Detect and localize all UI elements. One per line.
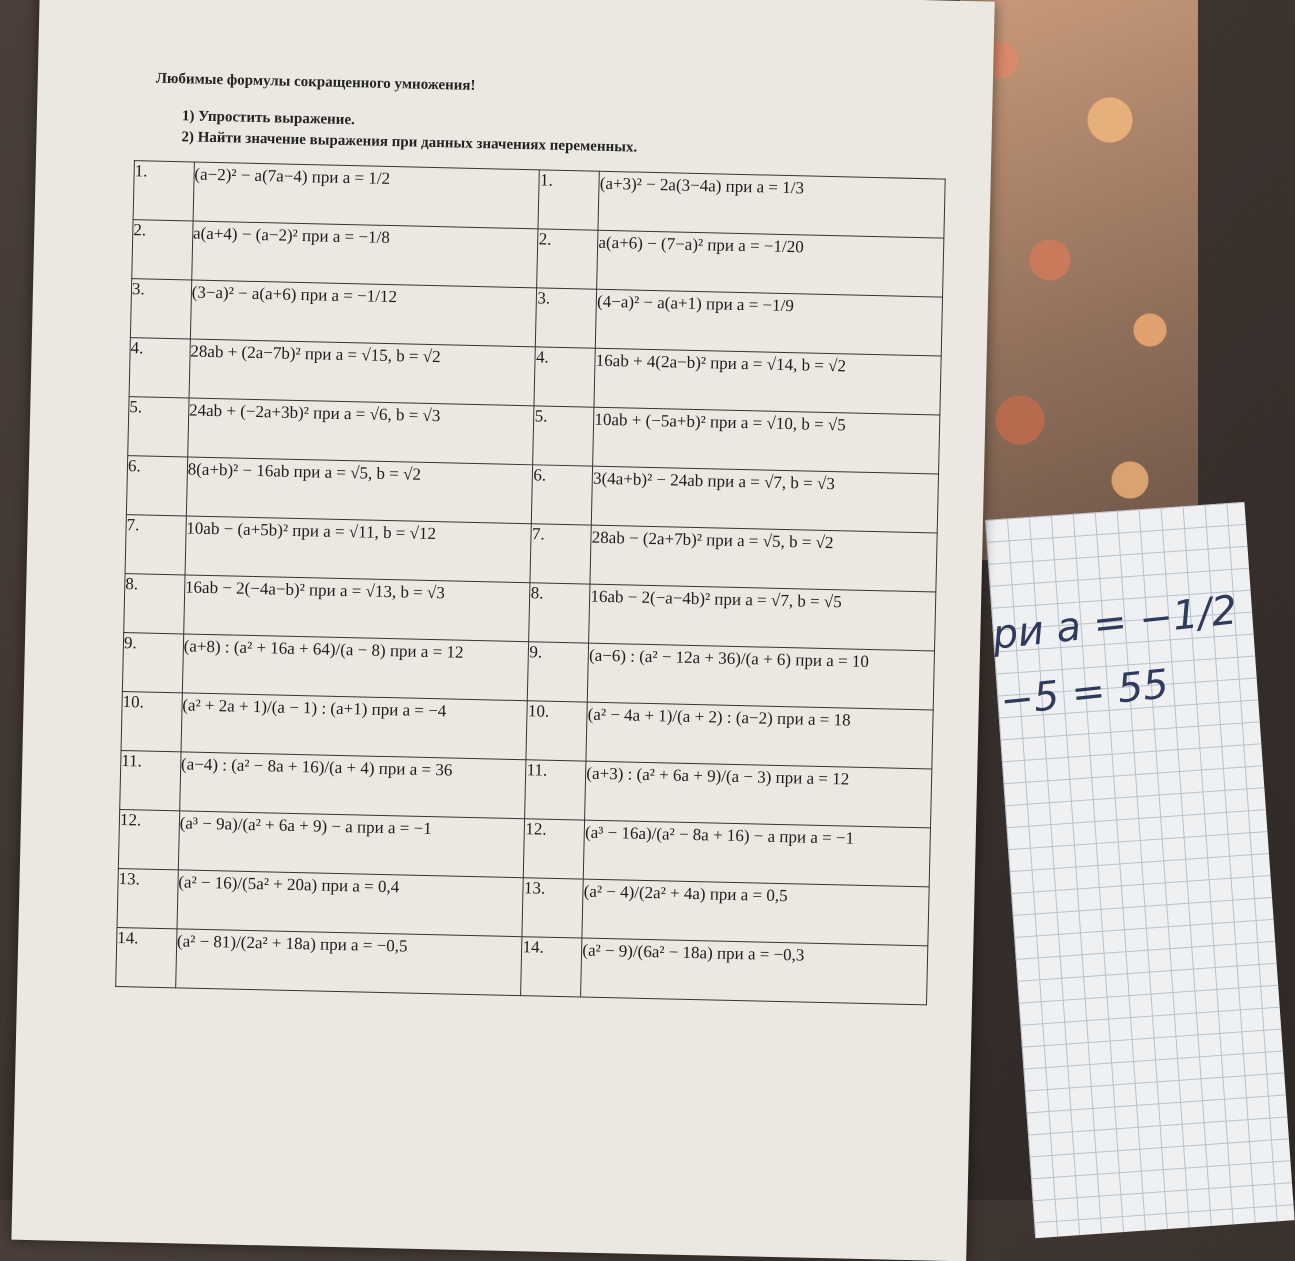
expression-left: a(a+4) − (a−2)² при a = −1/8: [192, 221, 539, 288]
row-number-right: 14.: [521, 937, 582, 997]
row-number-right: 13.: [522, 878, 583, 938]
expression-left: 10ab − (a+5b)² при a = √11, b = √12: [185, 516, 532, 583]
expression-right: a(a+6) − (7−a)² при a = −1/20: [597, 230, 944, 297]
row-number-right: 12.: [524, 819, 585, 879]
row-number-right: 10.: [526, 701, 587, 761]
expression-right: (a² − 4a + 1)/(a + 2) : (a−2) при a = 18: [586, 702, 933, 769]
expression-right: 10ab + (−5a+b)² при a = √10, b = √5: [593, 407, 940, 474]
expression-right: 3(4a+b)² − 24ab при a = √7, b = √3: [592, 466, 939, 533]
row-number-left: 6.: [126, 456, 187, 516]
row-number-right: 7.: [530, 524, 591, 584]
expression-left: (a³ − 9a)/(a² + 6a + 9) − a при a = −1: [178, 811, 525, 878]
expression-left: (a−2)² − a(7a−4) при a = 1/2: [193, 162, 540, 229]
expression-left: (a+8) : (a² + 16a + 64)/(a − 8) при a = 12: [182, 634, 529, 701]
expression-right: (a³ − 16a)/(a² − 8a + 16) − a при a = −1: [584, 820, 931, 887]
row-number-left: 5.: [128, 397, 189, 457]
worksheet-page: [11, 0, 994, 1261]
expression-left: (a² − 16)/(5a² + 20a) при a = 0,4: [177, 870, 524, 937]
task-1: 1) Упростить выражение.: [181, 108, 356, 129]
row-number-left: 8.: [124, 574, 185, 634]
row-number-right: 4.: [534, 347, 595, 407]
expression-right: (a+3)² − 2a(3−4a) при a = 1/3: [598, 171, 945, 238]
row-number-left: 10.: [121, 692, 182, 752]
expression-right: (a² − 4)/(2a² + 4a) при a = 0,5: [582, 879, 929, 946]
expression-right: (a² − 9)/(6a² − 18a) при a = −0,3: [581, 938, 928, 1005]
expression-right: 16ab − 2(−a−4b)² при a = √7, b = √5: [589, 584, 936, 651]
row-number-left: 1.: [133, 161, 194, 221]
expression-left: 16ab − 2(−4a−b)² при a = √13, b = √3: [183, 575, 530, 642]
row-number-left: 7.: [125, 515, 186, 575]
row-number-left: 9.: [122, 633, 183, 693]
expression-left: (a² + 2a + 1)/(a − 1) : (a+1) при a = −4: [181, 693, 528, 760]
expression-left: 24ab + (−2a+3b)² при a = √6, b = √3: [188, 398, 535, 465]
fabric-background: [960, 0, 1198, 560]
row-number-left: 12.: [118, 810, 179, 870]
row-number-right: 11.: [525, 760, 586, 820]
row-number-right: 9.: [528, 642, 589, 702]
worksheet-heading: Любимые формулы сокращенного умножения!: [155, 70, 476, 94]
row-number-right: 2.: [537, 229, 598, 289]
expression-right: 28ab − (2a+7b)² при a = √5, b = √2: [590, 525, 937, 592]
expression-right: 16ab + 4(2a−b)² при a = √14, b = √2: [594, 348, 941, 415]
handwritten-line-1: ри a = −1/2: [990, 587, 1240, 659]
expression-right: (a+3) : (a² + 6a + 9)/(a − 3) при a = 12: [585, 761, 932, 828]
expression-left: 28ab + (2a−7b)² при a = √15, b = √2: [189, 339, 536, 406]
expression-left: (3−a)² − a(a+6) при a = −1/12: [190, 280, 537, 347]
row-number-left: 14.: [116, 927, 177, 987]
task-2: 2) Найти значение выражения при данных значениях переменных.: [181, 129, 638, 156]
expression-left: (a² − 81)/(2a² + 18a) при a = −0,5: [175, 929, 522, 996]
row-number-right: 1.: [538, 170, 599, 230]
expression-left: (a−4) : (a² − 8a + 16)/(a + 4) при a = 36: [179, 752, 526, 819]
row-number-left: 11.: [120, 751, 181, 811]
expression-right: (a−6) : (a² − 12a + 36)/(a + 6) при a = 10: [588, 643, 935, 710]
expression-left: 8(a+b)² − 16ab при a = √5, b = √2: [186, 457, 533, 524]
row-number-right: 8.: [529, 583, 590, 643]
row-number-right: 5.: [533, 406, 594, 466]
exercise-table: [115, 160, 946, 1005]
row-number-left: 3.: [130, 279, 191, 339]
row-number-right: 3.: [536, 288, 597, 348]
row-number-left: 13.: [117, 869, 178, 929]
row-number-left: 2.: [132, 220, 193, 280]
handwritten-line-2: −5 = 55: [998, 661, 1171, 725]
row-number-left: 4.: [129, 338, 190, 398]
expression-right: (4−a)² − a(a+1) при a = −1/9: [596, 289, 943, 356]
row-number-right: 6.: [532, 465, 593, 525]
